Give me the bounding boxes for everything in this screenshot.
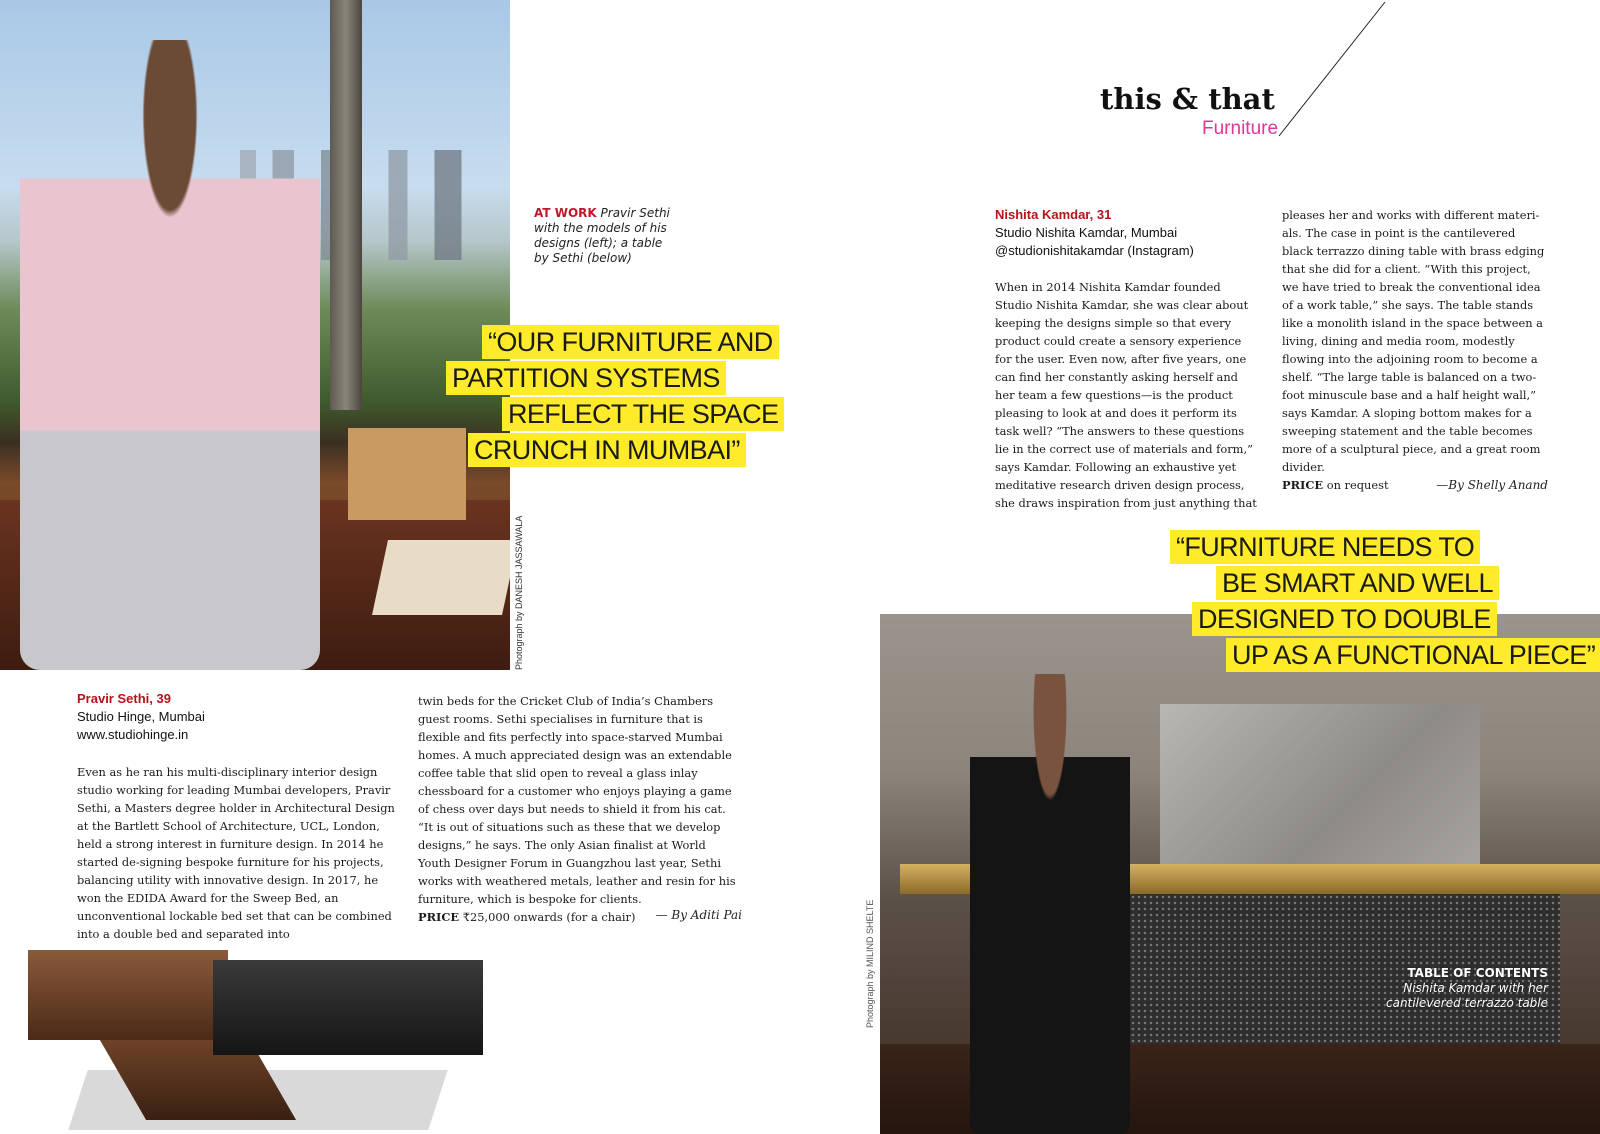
table-wood-box	[28, 950, 228, 1040]
caption-text: Pravir Sethi with the models of his designs (left); a table by Sethi (below)	[534, 206, 670, 265]
price-label: PRICE	[418, 910, 460, 924]
table-glass-box	[213, 960, 483, 1055]
pull-quote-left-line-2: PARTITION SYSTEMS	[446, 364, 726, 392]
pull-quote-right-line-2: BE SMART AND WELL	[1216, 569, 1499, 597]
profile-website: www.studiohinge.in	[77, 727, 189, 742]
window-frame	[330, 0, 362, 410]
pull-quote-left-line-1: “OUR FURNITURE AND	[482, 328, 779, 356]
photo-credit-right: Photograph by MILIND SHELTE	[865, 899, 875, 1028]
body-left-column-1: Even as he ran his multi-disciplinary interior design studio working for leading Mumbai developers, Pravir Sethi, a Masters degree holder in Architectural Design at the Bartlett School of Architecture, UCL, London, held a strong interest in furniture design. In 2014 he started de-signing bespoke furniture for his projects, balancing utility with innovative design. In 2017, he won the EDIDA Award for the Sweep Bed, an unconventional lockable bed set that can be combined into a double bed and separated into	[77, 765, 395, 941]
profile-studio: Studio Nishita Kamdar, Mumbai	[995, 225, 1178, 240]
profile-studio: Studio Hinge, Mumbai	[77, 709, 205, 724]
caption-label: TABLE OF CONTENTS	[1407, 966, 1548, 980]
caption-right	[1380, 966, 1548, 1011]
section-diagonal-rule	[1275, 0, 1395, 140]
byline-right: —By Shelly Anand	[1436, 478, 1548, 492]
pull-quote-right-line-4: UP AS A FUNCTIONAL PIECE”	[1226, 641, 1600, 669]
body-text: pleases her and works with different materi-als. The case in point is the cantilevered black terrazzo dining table with brass edging that she did for a client. “With this project, we have tried to break the conventional idea of a work table,” she says. The table stands like a monolith island in the space between a living, dining and media room, modestly flowing into the adjoining room to become a shelf. “The large table is balanced on a two-foot minuscule base and a half height wall,” says Kamdar. A sloping bottom makes for a sweeping statement and the table becomes more of a sculptural piece, and a great room divider.	[1282, 208, 1545, 474]
profile-name: Pravir Sethi, 39	[77, 691, 171, 706]
section-title: this & that	[1100, 82, 1275, 116]
person-nishita-kamdar	[970, 674, 1130, 1134]
caption-label: AT WORK	[534, 206, 597, 220]
cork-model	[348, 428, 466, 520]
section-subtitle: Furniture	[1202, 118, 1279, 139]
price-value: ₹25,000 onwards (for a chair)	[462, 910, 636, 924]
body-right-column-2	[1282, 206, 1548, 494]
person-pravir-sethi	[20, 40, 320, 670]
photo-pravir-sethi	[0, 0, 510, 670]
caption-left	[534, 206, 674, 266]
pull-quote-left-line-3: REFLECT THE SPACE	[502, 400, 784, 428]
photo-coffee-table	[28, 950, 488, 1134]
sand-tray-model	[372, 540, 510, 615]
photo-nishita-kamdar	[880, 614, 1600, 1134]
pull-quote-right-line-3: DESIGNED TO DOUBLE	[1192, 605, 1497, 633]
profile-header-right	[995, 206, 1275, 260]
body-right-column-1: When in 2014 Nishita Kamdar founded Studio Nishita Kamdar, she was clear about keeping the designs simple so that every product could create a sensory experience for the user. Even now, after five years, one can find her constantly asking herself and her team a few questions—is the product pleasing to look at and does it perform its task well? “The answers to these questions lie in the correct use of materials and form,” says Kamdar. Following an exhaustive yet meditative research driven design process, she draws inspiration from just anything that	[995, 280, 1257, 510]
pull-quote-left-line-4: CRUNCH IN MUMBAI”	[468, 436, 746, 464]
marble-wall	[1160, 704, 1480, 864]
price-label: PRICE	[1282, 478, 1324, 492]
byline-left: — By Aditi Pai	[655, 908, 742, 922]
price-value: on request	[1326, 478, 1389, 492]
photo-credit-left: Photograph by DANESH JASSAWALA	[514, 515, 524, 670]
profile-name: Nishita Kamdar, 31	[995, 207, 1112, 222]
body-text: twin beds for the Cricket Club of India’s Chambers guest rooms. Sethi specialises in furniture that is flexible and fits perfectly into space-starved Mumbai homes. A much appreciated design was an extendable coffee table that slid open to reveal a glass inlay chessboard for a customer who enjoys playing a game of chess over days but needs to shield it from his cat. “It is out of situations such as these that we develop designs,” he says. The only Asian finalist at World Youth Designer Forum in Guangzhou last year, Sethi works with weathered metals, leather and resin for his furniture, which is bespoke for clients.	[418, 694, 736, 906]
body-left-column-2	[418, 692, 736, 926]
profile-instagram: @studionishitakamdar (Instagram)	[995, 243, 1194, 258]
profile-header-left	[77, 690, 377, 744]
caption-text: Nishita Kamdar with her cantilevered terrazzo table	[1386, 981, 1548, 1010]
pull-quote-right-line-1: “FURNITURE NEEDS TO	[1170, 533, 1480, 561]
